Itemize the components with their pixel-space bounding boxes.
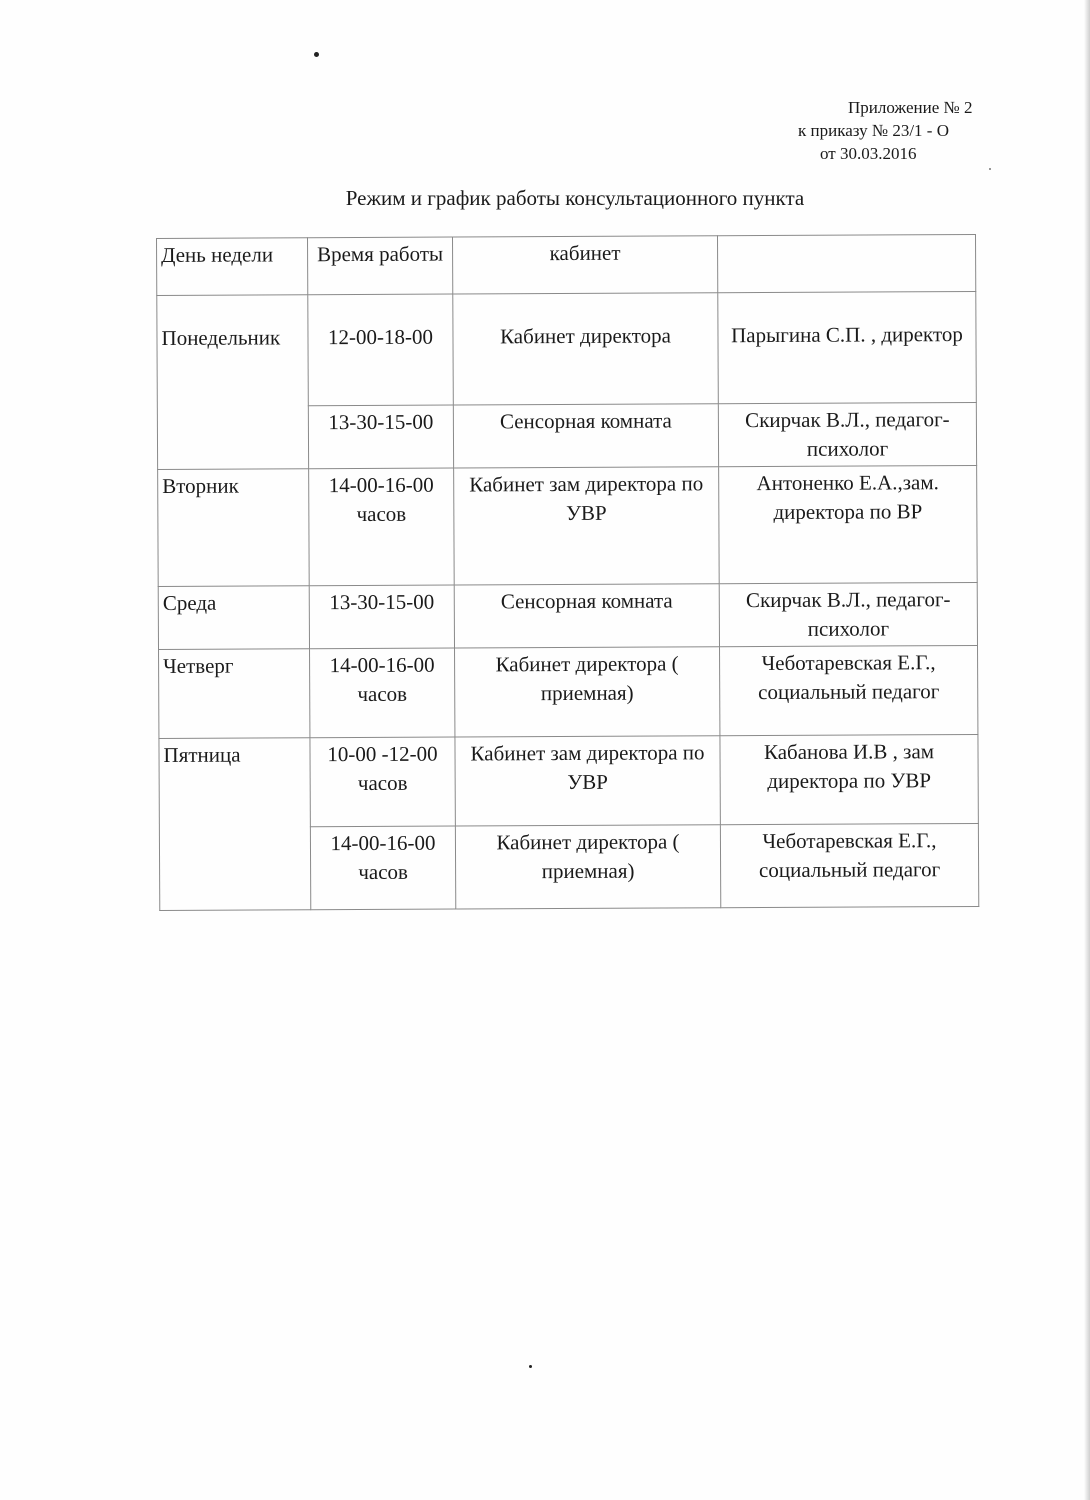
page-edge-shadow [1084, 0, 1090, 1500]
cell-day: Понедельник [157, 295, 309, 470]
cell-time: 10-00 -12-00 часов [310, 737, 455, 827]
cell-room: Кабинет директора ( приемная) [455, 647, 720, 737]
cell-time: 12-00-18-00 [308, 294, 454, 406]
schedule-table [156, 234, 979, 911]
order-reference: к приказу № 23/1 - О [798, 121, 949, 140]
cell-day: Вторник [158, 469, 310, 587]
cell-day: Среда [158, 586, 309, 650]
cell-day: Пятница [159, 738, 311, 911]
cell-time: 13-30-15-00 [309, 585, 454, 649]
table-row [159, 645, 978, 738]
scan-speck [529, 1365, 532, 1368]
cell-person: Антоненко Е.А.,зам. директора по ВР [719, 465, 978, 583]
cell-person: Скирчак В.Л., педагог-психолог [719, 582, 977, 646]
cell-person: Чеботаревская Е.Г., социальный педагог [720, 645, 978, 735]
table-header-row [157, 234, 976, 295]
header-person [717, 234, 975, 292]
header-day: День недели [157, 238, 308, 296]
cell-room: Сенсорная комната [453, 404, 718, 468]
table-row [158, 582, 977, 649]
header-room: кабинет [452, 236, 717, 294]
cell-time: 14-00-16-00 часов [309, 468, 455, 586]
cell-person: Скирчак В.Л., педагог-психолог [718, 402, 976, 466]
cell-time: 13-30-15-00 [308, 405, 453, 469]
cell-room: Кабинет зам директора по УВР [454, 467, 720, 585]
scan-speck [989, 168, 991, 170]
appendix-number: Приложение № 2 [848, 98, 973, 117]
cell-room: Кабинет директора [453, 293, 719, 405]
document-title: Режим и график работы консультационного пункта [345, 186, 805, 210]
cell-person: Чеботаревская Е.Г., социальный педагог [720, 823, 978, 907]
scan-speck [314, 52, 319, 57]
cell-time: 14-00-16-00 часов [310, 648, 455, 738]
appendix-block [780, 96, 1020, 165]
cell-room: Сенсорная комната [454, 584, 719, 648]
cell-time: 14-00-16-00 часов [310, 826, 455, 910]
cell-room: Кабинет зам директора по УВР [455, 736, 720, 826]
table-row [158, 465, 978, 586]
cell-day: Четверг [159, 649, 310, 739]
table-row [159, 734, 978, 827]
table-row [157, 291, 977, 406]
cell-room: Кабинет директора ( приемная) [455, 825, 720, 909]
cell-person: Парыгина С.П. , директор [718, 291, 977, 403]
cell-person: Кабанова И.В , зам директора по УВР [720, 734, 978, 824]
order-date: от 30.03.2016 [820, 144, 917, 163]
header-time: Время работы [308, 237, 453, 295]
